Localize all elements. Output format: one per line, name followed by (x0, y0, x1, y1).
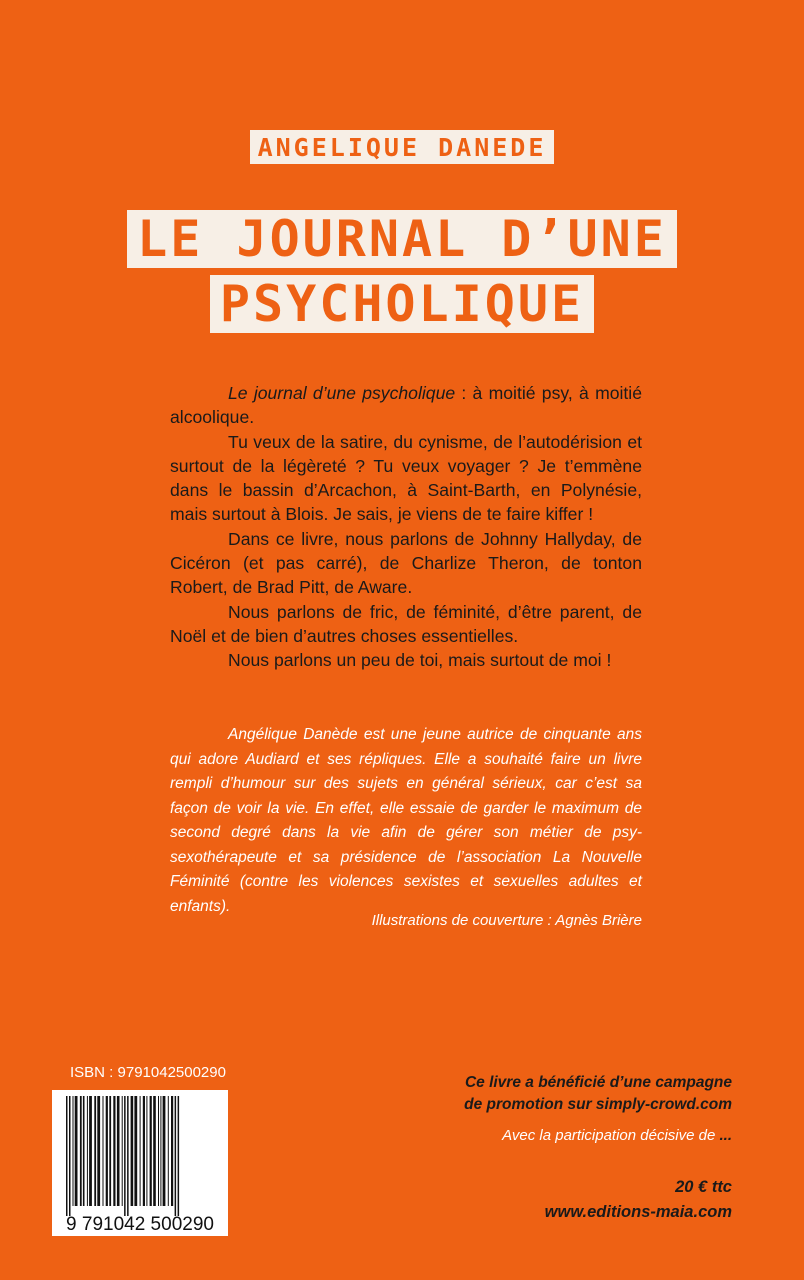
barcode-bar (83, 1096, 85, 1206)
price: 20 € ttc (675, 1178, 732, 1196)
barcode-bar (127, 1096, 129, 1216)
barcode-bar (113, 1096, 115, 1206)
barcode-bar (103, 1096, 104, 1206)
barcode (52, 1090, 228, 1236)
isbn: ISBN : 9791042500290 (70, 1064, 226, 1081)
blurb-paragraph-1: Le journal d’une psycholique : à moitié psy, à moitié alcoolique. (170, 383, 642, 428)
author-name (0, 130, 804, 164)
barcode-bar (146, 1096, 147, 1206)
barcode-bar (122, 1096, 123, 1206)
barcode-bar (158, 1096, 159, 1206)
barcode-bar (66, 1096, 68, 1216)
barcode-bar (109, 1096, 111, 1206)
barcode-bar (143, 1096, 145, 1206)
barcode-bar (97, 1096, 100, 1206)
barcode-bar (124, 1096, 126, 1216)
barcode-bar (140, 1096, 141, 1206)
participation-note: Avec la participation décisive de ... (502, 1127, 732, 1144)
publisher-website: www.editions-maia.com (544, 1203, 732, 1221)
barcode-graphic (52, 1090, 228, 1236)
barcode-bar (171, 1096, 173, 1206)
book-title-line-1: LE JOURNAL D’UNE (127, 210, 677, 268)
barcode-bar (87, 1096, 88, 1206)
barcode-bar (75, 1096, 78, 1206)
author-name-label: ANGELIQUE DANEDE (250, 130, 555, 164)
barcode-bar (175, 1096, 177, 1216)
barcode-bar (168, 1096, 169, 1206)
barcode-bar (150, 1096, 152, 1206)
barcode-bar (178, 1096, 180, 1216)
blurb-paragraph-3: Dans ce livre, nous parlons de Johnny Hallyday, de Cicéron (et pas carré), de Charlize Theron, de tonton Robert, de Brad Pitt, de Aware. (170, 528, 642, 598)
blurb (170, 381, 642, 673)
barcode-bar (106, 1096, 108, 1206)
barcode-digits: 9 791042 500290 (66, 1214, 214, 1235)
barcode-bar (117, 1096, 120, 1206)
barcode-bar (80, 1096, 82, 1206)
author-bio (170, 723, 642, 919)
barcode-bar (163, 1096, 166, 1206)
book-title (0, 210, 804, 340)
barcode-bar (153, 1096, 156, 1206)
barcode-bar (94, 1096, 96, 1206)
author-bio-text: Angélique Danède est une jeune autrice de cinquante ans qui adore Audiard et ses répliques. Elle a souhaité faire un livre rempli d’humour sur des sujets en général sérieux, car c’est sa façon de voir la vie. En effet, elle essaie de garder le maximum de second degré dans la vie afin de gérer son métier de psy-sexothérapeute et sa présidence de l’association La Nouvelle Féminité (contre les violences sexistes et sexuelles adultes et enfants). (170, 726, 642, 915)
blurb-paragraph-4: Nous parlons de fric, de féminité, d’être parent, de Noël et de bien d’autres choses essentielles. (170, 601, 642, 646)
promo-line-2: de promotion sur simply-crowd.com (464, 1096, 732, 1113)
barcode-bar (160, 1096, 161, 1206)
illustration-credit: Illustrations de couverture : Agnès Brière (371, 912, 642, 929)
barcode-bar (69, 1096, 71, 1216)
barcode-bar (73, 1096, 74, 1206)
promo-line-1: Ce livre a bénéficié d’une campagne (464, 1074, 732, 1091)
barcode-bar (89, 1096, 92, 1206)
barcode-bar (134, 1096, 137, 1206)
barcode-bar (131, 1096, 134, 1206)
blurb-paragraph-2: Tu veux de la satire, du cynisme, de l’autodérision et surtout de la légèreté ? Tu veux voyager ? Je t’emmène dans le bassin d’Arcachon, à Saint-Barth, en Polynésie, mais surtout à Blois. Je sais, je viens de te faire kiffer ! (170, 431, 642, 525)
book-title-line-2: PSYCHOLIQUE (210, 275, 594, 333)
promo-note (412, 1072, 732, 1116)
blurb-paragraph-5: Nous parlons un peu de toi, mais surtout de moi ! (228, 650, 612, 671)
blurb-book-title: Le journal d’une psycholique (228, 383, 456, 403)
